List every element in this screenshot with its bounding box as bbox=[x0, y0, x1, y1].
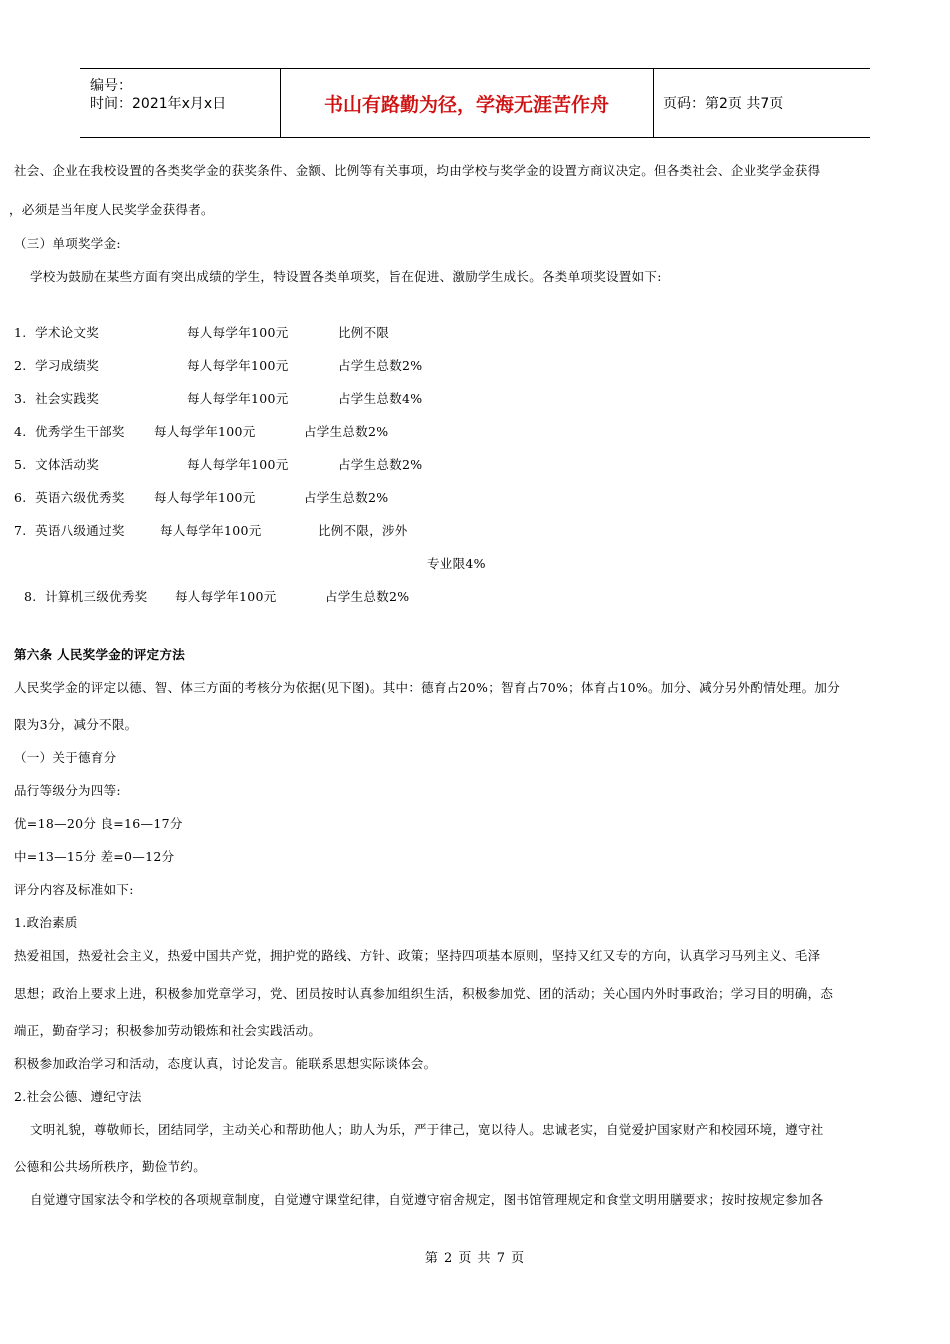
paragraph: 学校为鼓励在某些方面有突出成绩的学生，特设置各类单项奖，旨在促进、激励学生成长。各类单项奖设置如下: bbox=[30, 269, 662, 284]
award-amount: 每人每学年100元 bbox=[154, 424, 256, 439]
item-number: 6. bbox=[14, 490, 27, 505]
award-ratio-continued: 专业限4% bbox=[427, 556, 486, 571]
paragraph: 热爱祖国，热爱社会主义，热爱中国共产党，拥护党的路线、方针、政策；坚持四项基本原则，坚持又红又专的方向，认真学习马列主义、毛泽 bbox=[14, 948, 821, 963]
award-name: 学习成绩奖 bbox=[35, 358, 100, 373]
list-item bbox=[14, 523, 125, 539]
item-number: 2. bbox=[14, 358, 27, 373]
paragraph: 公德和公共场所秩序，勤俭节约。 bbox=[14, 1159, 207, 1174]
award-ratio: 占学生总数2% bbox=[338, 457, 423, 472]
award-name: 学术论文奖 bbox=[35, 325, 100, 340]
award-amount: 每人每学年100元 bbox=[154, 490, 256, 505]
header-meta bbox=[80, 69, 281, 137]
list-item bbox=[24, 589, 147, 605]
grade-scale: 优=18—20分 良=16—17分 bbox=[14, 816, 183, 831]
paragraph: 评分内容及标准如下: bbox=[14, 882, 134, 897]
page-footer: 第 2 页 共 7 页 bbox=[424, 1251, 526, 1266]
award-amount: 每人每学年100元 bbox=[160, 523, 262, 538]
award-name: 文体活动奖 bbox=[35, 457, 100, 472]
page-indicator: 页码：第2页 共7页 bbox=[663, 96, 784, 112]
award-ratio: 占学生总数2% bbox=[325, 589, 410, 604]
award-ratio: 占学生总数2% bbox=[304, 490, 389, 505]
list-item bbox=[14, 358, 99, 374]
paragraph: 社会、企业在我校设置的各类奖学金的获奖条件、金额、比例等有关事项，均由学校与奖学金的设置方商议决定。但各类社会、企业奖学金获得 bbox=[14, 163, 821, 178]
item-number: 1. bbox=[14, 325, 27, 340]
paragraph: 限为3分，减分不限。 bbox=[14, 717, 138, 732]
award-ratio: 比例不限，涉外 bbox=[318, 523, 408, 538]
list-item bbox=[14, 490, 125, 506]
award-ratio: 占学生总数2% bbox=[304, 424, 389, 439]
list-item bbox=[14, 457, 99, 473]
paragraph: 积极参加政治学习和活动，态度认真，讨论发言。能联系思想实际谈体会。 bbox=[14, 1056, 437, 1071]
paragraph: 文明礼貌，尊敬师长，团结同学，主动关心和帮助他人；助人为乐，严于律己，宽以待人。忠诚老实，自觉爱护国家财产和校园环境，遵守社 bbox=[30, 1122, 824, 1137]
award-name: 优秀学生干部奖 bbox=[35, 424, 125, 439]
item-number: 8. bbox=[24, 589, 37, 604]
item-number: 7. bbox=[14, 523, 27, 538]
paragraph: 品行等级分为四等: bbox=[14, 783, 121, 798]
award-amount: 每人每学年100元 bbox=[187, 325, 289, 340]
section-heading: （一）关于德育分 bbox=[14, 750, 117, 765]
list-item bbox=[14, 391, 99, 407]
list-item bbox=[14, 424, 125, 440]
item-number: 3. bbox=[14, 391, 27, 406]
paragraph: ，必须是当年度人民奖学金获得者。 bbox=[9, 202, 214, 217]
article-heading: 第六条 人民奖学金的评定方法 bbox=[14, 647, 186, 662]
number-label: 编号： bbox=[90, 78, 132, 94]
award-name: 计算机三级优秀奖 bbox=[45, 589, 148, 604]
paragraph: 人民奖学金的评定以德、智、体三方面的考核分为依据(见下图)。其中：德育占20%；智育占70%；体育占10%。加分、减分另外酌情处理。加分 bbox=[14, 680, 841, 695]
subsection-heading: 1.政治素质 bbox=[14, 915, 78, 930]
section-heading: （三）单项奖学金: bbox=[14, 236, 121, 251]
paragraph: 自觉遵守国家法令和学校的各项规章制度，自觉遵守课堂纪律，自觉遵守宿舍规定，图书馆管理规定和食堂文明用膳要求；按时按规定参加各 bbox=[30, 1192, 824, 1207]
page-header bbox=[80, 68, 870, 138]
list-item bbox=[14, 325, 99, 341]
paragraph: 端正，勤奋学习；积极参加劳动锻炼和社会实践活动。 bbox=[14, 1023, 322, 1038]
award-amount: 每人每学年100元 bbox=[175, 589, 277, 604]
award-ratio: 占学生总数4% bbox=[338, 391, 423, 406]
award-name: 社会实践奖 bbox=[35, 391, 100, 406]
award-ratio: 比例不限 bbox=[338, 325, 390, 340]
header-motto: 书山有路勤为径，学海无涯苦作舟 bbox=[280, 69, 654, 137]
date-label: 时间：2021年x月x日 bbox=[90, 96, 227, 112]
award-amount: 每人每学年100元 bbox=[187, 457, 289, 472]
item-number: 5. bbox=[14, 457, 27, 472]
award-name: 英语八级通过奖 bbox=[35, 523, 125, 538]
subsection-heading: 2.社会公德、遵纪守法 bbox=[14, 1089, 142, 1104]
award-amount: 每人每学年100元 bbox=[187, 358, 289, 373]
award-ratio: 占学生总数2% bbox=[338, 358, 423, 373]
paragraph: 思想；政治上要求上进，积极参加党章学习，党、团员按时认真参加组织生活，积极参加党、团的活动；关心国内外时事政治；学习目的明确，态 bbox=[14, 986, 834, 1001]
award-amount: 每人每学年100元 bbox=[187, 391, 289, 406]
item-number: 4. bbox=[14, 424, 27, 439]
award-name: 英语六级优秀奖 bbox=[35, 490, 125, 505]
grade-scale: 中=13—15分 差=0—12分 bbox=[14, 849, 175, 864]
